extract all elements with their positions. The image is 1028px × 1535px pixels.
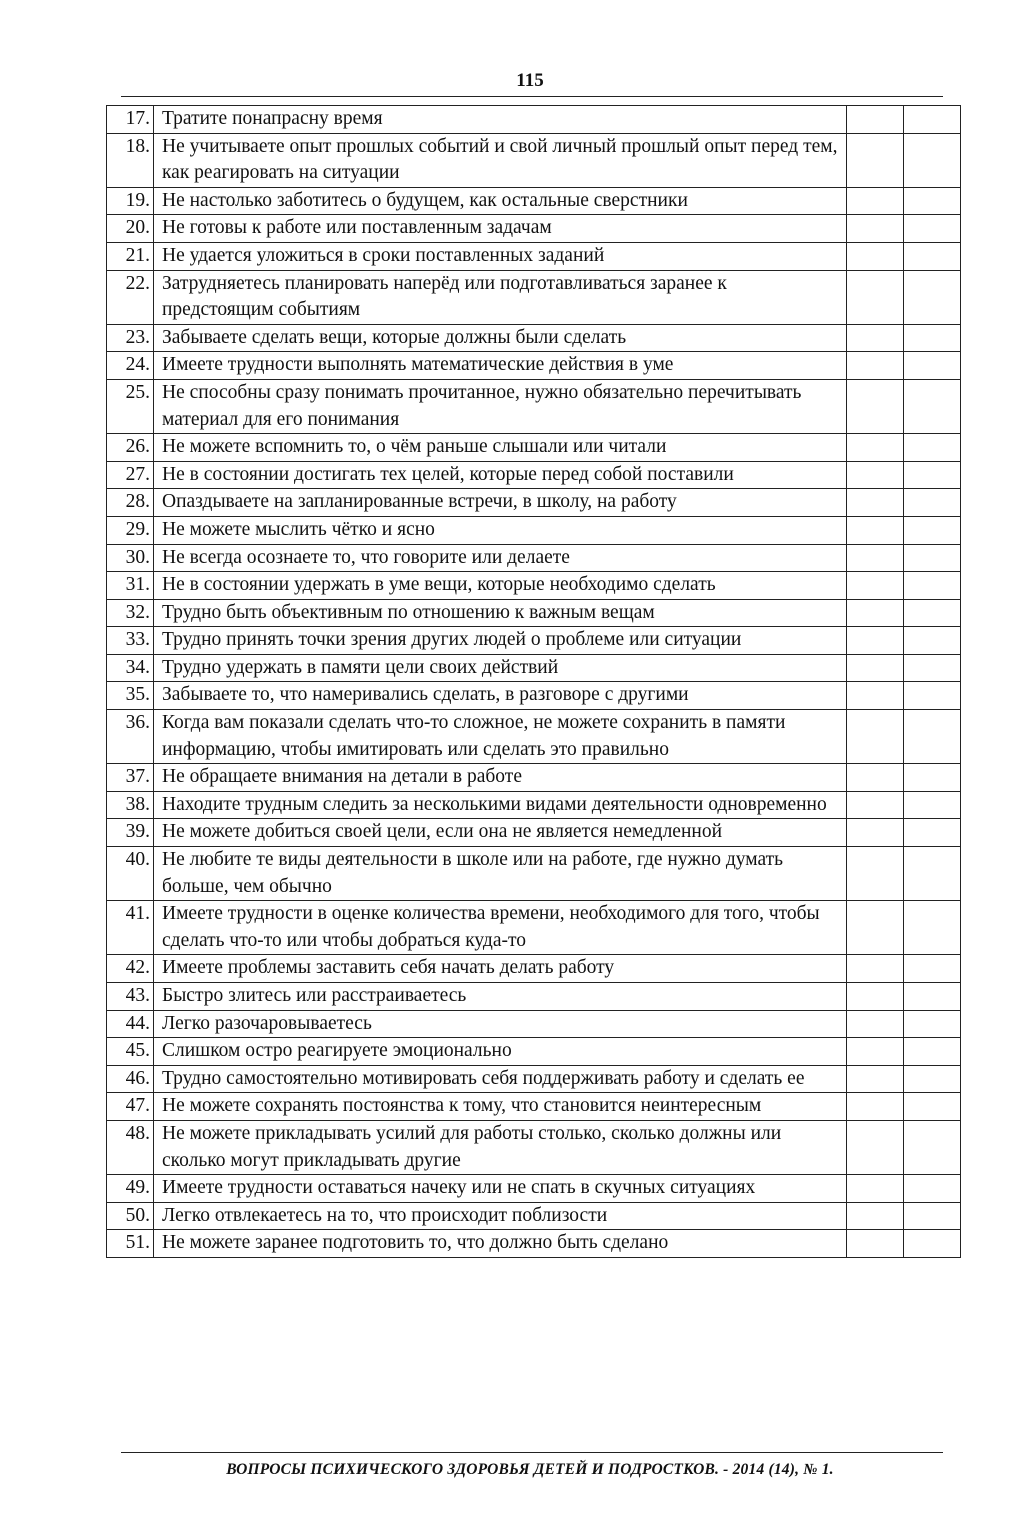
item-number: 34.	[107, 654, 154, 682]
answer-cell-1[interactable]	[847, 215, 904, 243]
item-text: Трудно быть объективным по отношению к важным вещам	[154, 599, 847, 627]
answer-cell-1[interactable]	[847, 654, 904, 682]
item-text: Трудно самостоятельно мотивировать себя поддерживать работу и сделать ее	[154, 1065, 847, 1093]
table-row	[107, 1230, 961, 1258]
answer-cell-1[interactable]	[847, 379, 904, 433]
item-number: 47.	[107, 1093, 154, 1121]
table-row	[107, 791, 961, 819]
table-row	[107, 1120, 961, 1174]
item-number: 43.	[107, 983, 154, 1011]
table-row	[107, 572, 961, 600]
answer-cell-1[interactable]	[847, 242, 904, 270]
answer-cell-2[interactable]	[904, 791, 961, 819]
item-text: Находите трудным следить за несколькими видами деятельности одновременно	[154, 791, 847, 819]
item-text: Не способны сразу понимать прочитанное, нужно обязательно перечитывать материал для его понимания	[154, 379, 847, 433]
table-row	[107, 599, 961, 627]
item-number: 30.	[107, 544, 154, 572]
answer-cell-2[interactable]	[904, 1010, 961, 1038]
answer-cell-1[interactable]	[847, 627, 904, 655]
item-text: Быстро злитесь или расстраиваетесь	[154, 983, 847, 1011]
item-text: Имеете трудности выполнять математические действия в уме	[154, 352, 847, 380]
answer-cell-2[interactable]	[904, 544, 961, 572]
answer-cell-2[interactable]	[904, 1093, 961, 1121]
item-number: 18.	[107, 133, 154, 187]
table-row	[107, 1175, 961, 1203]
answer-cell-2[interactable]	[904, 847, 961, 901]
answer-cell-2[interactable]	[904, 1120, 961, 1174]
answer-cell-1[interactable]	[847, 847, 904, 901]
item-text: Не учитываете опыт прошлых событий и свой личный прошлый опыт перед тем, как реагировать на ситуации	[154, 133, 847, 187]
table-row	[107, 1093, 961, 1121]
answer-cell-2[interactable]	[904, 572, 961, 600]
item-text: Не готовы к работе или поставленным задачам	[154, 215, 847, 243]
answer-cell-2[interactable]	[904, 106, 961, 134]
item-text: Не любите те виды деятельности в школе или на работе, где нужно думать больше, чем обычно	[154, 847, 847, 901]
item-number: 17.	[107, 106, 154, 134]
item-text: Не обращаете внимания на детали в работе	[154, 764, 847, 792]
journal-footer: ВОПРОСЫ ПСИХИЧЕСКОГО ЗДОРОВЬЯ ДЕТЕЙ И ПОДРОСТКОВ. - 2014 (14), № 1.	[226, 1461, 834, 1478]
answer-cell-1[interactable]	[847, 1175, 904, 1203]
table-row	[107, 1065, 961, 1093]
answer-cell-1[interactable]	[847, 187, 904, 215]
item-text: Легко отвлекаетесь на то, что происходит поблизости	[154, 1202, 847, 1230]
item-number: 40.	[107, 847, 154, 901]
table-row	[107, 682, 961, 710]
item-text: Слишком остро реагируете эмоционально	[154, 1038, 847, 1066]
answer-cell-1[interactable]	[847, 489, 904, 517]
answer-cell-2[interactable]	[904, 710, 961, 764]
table-row	[107, 1038, 961, 1066]
answer-cell-1[interactable]	[847, 133, 904, 187]
answer-cell-2[interactable]	[904, 270, 961, 324]
table-row	[107, 1202, 961, 1230]
item-number: 44.	[107, 1010, 154, 1038]
answer-cell-2[interactable]	[904, 242, 961, 270]
item-text: Когда вам показали сделать что-то сложное, не можете сохранить в памяти информацию, чтобы имитировать или сделать это правильно	[154, 710, 847, 764]
item-number: 41.	[107, 901, 154, 955]
item-text: Не можете сохранять постоянства к тому, что становится неинтересным	[154, 1093, 847, 1121]
item-number: 42.	[107, 955, 154, 983]
answer-cell-1[interactable]	[847, 1065, 904, 1093]
answer-cell-2[interactable]	[904, 654, 961, 682]
item-number: 48.	[107, 1120, 154, 1174]
table-row	[107, 516, 961, 544]
item-number: 20.	[107, 215, 154, 243]
answer-cell-1[interactable]	[847, 434, 904, 462]
page-number: 115	[516, 70, 544, 91]
answer-cell-2[interactable]	[904, 1230, 961, 1258]
answer-cell-1[interactable]	[847, 599, 904, 627]
item-number: 26.	[107, 434, 154, 462]
table-row	[107, 352, 961, 380]
table-row	[107, 1010, 961, 1038]
table-row	[107, 106, 961, 134]
item-number: 36.	[107, 710, 154, 764]
table-row	[107, 489, 961, 517]
answer-cell-2[interactable]	[904, 133, 961, 187]
answer-cell-2[interactable]	[904, 324, 961, 352]
answer-cell-2[interactable]	[904, 1202, 961, 1230]
table-row	[107, 133, 961, 187]
item-text: Не можете мыслить чётко и ясно	[154, 516, 847, 544]
item-text: Не можете прикладывать усилий для работы столько, сколько должны или сколько могут прикладывать другие	[154, 1120, 847, 1174]
item-number: 21.	[107, 242, 154, 270]
item-number: 39.	[107, 819, 154, 847]
table-row	[107, 215, 961, 243]
item-number: 37.	[107, 764, 154, 792]
item-number: 45.	[107, 1038, 154, 1066]
answer-cell-1[interactable]	[847, 682, 904, 710]
item-text: Не удается уложиться в сроки поставленных заданий	[154, 242, 847, 270]
item-number: 32.	[107, 599, 154, 627]
item-text: Не можете добиться своей цели, если она не является немедленной	[154, 819, 847, 847]
answer-cell-1[interactable]	[847, 324, 904, 352]
item-number: 22.	[107, 270, 154, 324]
item-text: Не можете заранее подготовить то, что должно быть сделано	[154, 1230, 847, 1258]
table-row	[107, 983, 961, 1011]
answer-cell-1[interactable]	[847, 1038, 904, 1066]
answer-cell-1[interactable]	[847, 1120, 904, 1174]
questionnaire-table-body	[107, 106, 961, 1258]
answer-cell-2[interactable]	[904, 215, 961, 243]
item-text: Забываете то, что намеривались сделать, в разговоре с другими	[154, 682, 847, 710]
item-text: Трудно принять точки зрения других людей о проблеме или ситуации	[154, 627, 847, 655]
answer-cell-2[interactable]	[904, 1065, 961, 1093]
answer-cell-1[interactable]	[847, 270, 904, 324]
answer-cell-2[interactable]	[904, 1038, 961, 1066]
answer-cell-1[interactable]	[847, 764, 904, 792]
table-row	[107, 654, 961, 682]
answer-cell-2[interactable]	[904, 379, 961, 433]
answer-cell-2[interactable]	[904, 819, 961, 847]
answer-cell-1[interactable]	[847, 710, 904, 764]
questionnaire-table	[106, 105, 961, 1258]
answer-cell-2[interactable]	[904, 764, 961, 792]
answer-cell-2[interactable]	[904, 516, 961, 544]
answer-cell-1[interactable]	[847, 901, 904, 955]
answer-cell-2[interactable]	[904, 352, 961, 380]
item-number: 25.	[107, 379, 154, 433]
answer-cell-1[interactable]	[847, 572, 904, 600]
answer-cell-1[interactable]	[847, 1093, 904, 1121]
answer-cell-1[interactable]	[847, 352, 904, 380]
item-number: 46.	[107, 1065, 154, 1093]
table-row	[107, 187, 961, 215]
item-text: Затрудняетесь планировать наперёд или подготавливаться заранее к предстоящим событиям	[154, 270, 847, 324]
table-row	[107, 710, 961, 764]
answer-cell-2[interactable]	[904, 682, 961, 710]
answer-cell-2[interactable]	[904, 955, 961, 983]
answer-cell-1[interactable]	[847, 955, 904, 983]
footer-divider	[121, 1452, 943, 1453]
item-number: 51.	[107, 1230, 154, 1258]
item-number: 19.	[107, 187, 154, 215]
item-text: Имеете трудности в оценке количества времени, необходимого для того, чтобы сделать что-то или чтобы добраться куда-то	[154, 901, 847, 955]
item-text: Тратите понапрасну время	[154, 106, 847, 134]
item-number: 35.	[107, 682, 154, 710]
table-row	[107, 901, 961, 955]
table-row	[107, 764, 961, 792]
answer-cell-1[interactable]	[847, 1010, 904, 1038]
table-row	[107, 847, 961, 901]
item-number: 33.	[107, 627, 154, 655]
table-row	[107, 434, 961, 462]
table-row	[107, 270, 961, 324]
answer-cell-1[interactable]	[847, 516, 904, 544]
item-text: Не можете вспомнить то, о чём раньше слышали или читали	[154, 434, 847, 462]
answer-cell-1[interactable]	[847, 819, 904, 847]
answer-cell-2[interactable]	[904, 489, 961, 517]
answer-cell-2[interactable]	[904, 599, 961, 627]
table-row	[107, 324, 961, 352]
header-divider	[121, 96, 943, 97]
item-text: Имеете проблемы заставить себя начать делать работу	[154, 955, 847, 983]
item-number: 24.	[107, 352, 154, 380]
item-text: Не в состоянии удержать в уме вещи, которые необходимо сделать	[154, 572, 847, 600]
item-text: Забываете сделать вещи, которые должны были сделать	[154, 324, 847, 352]
table-row	[107, 819, 961, 847]
table-row	[107, 544, 961, 572]
table-row	[107, 379, 961, 433]
item-number: 49.	[107, 1175, 154, 1203]
item-number: 31.	[107, 572, 154, 600]
answer-cell-1[interactable]	[847, 1230, 904, 1258]
answer-cell-1[interactable]	[847, 106, 904, 134]
item-text: Имеете трудности оставаться начеку или не спать в скучных ситуациях	[154, 1175, 847, 1203]
item-number: 27.	[107, 461, 154, 489]
answer-cell-1[interactable]	[847, 983, 904, 1011]
answer-cell-1[interactable]	[847, 791, 904, 819]
answer-cell-2[interactable]	[904, 461, 961, 489]
item-number: 23.	[107, 324, 154, 352]
answer-cell-2[interactable]	[904, 434, 961, 462]
table-row	[107, 242, 961, 270]
answer-cell-1[interactable]	[847, 461, 904, 489]
item-number: 28.	[107, 489, 154, 517]
item-number: 38.	[107, 791, 154, 819]
item-text: Не всегда осознаете то, что говорите или делаете	[154, 544, 847, 572]
answer-cell-1[interactable]	[847, 1202, 904, 1230]
answer-cell-2[interactable]	[904, 983, 961, 1011]
item-text: Легко разочаровываетесь	[154, 1010, 847, 1038]
answer-cell-2[interactable]	[904, 627, 961, 655]
item-number: 29.	[107, 516, 154, 544]
item-text: Трудно удержать в памяти цели своих действий	[154, 654, 847, 682]
item-text: Опаздываете на запланированные встречи, в школу, на работу	[154, 489, 847, 517]
answer-cell-2[interactable]	[904, 187, 961, 215]
item-text: Не в состоянии достигать тех целей, которые перед собой поставили	[154, 461, 847, 489]
answer-cell-2[interactable]	[904, 1175, 961, 1203]
table-row	[107, 955, 961, 983]
answer-cell-2[interactable]	[904, 901, 961, 955]
item-text: Не настолько заботитесь о будущем, как остальные сверстники	[154, 187, 847, 215]
item-number: 50.	[107, 1202, 154, 1230]
table-row	[107, 461, 961, 489]
table-row	[107, 627, 961, 655]
answer-cell-1[interactable]	[847, 544, 904, 572]
